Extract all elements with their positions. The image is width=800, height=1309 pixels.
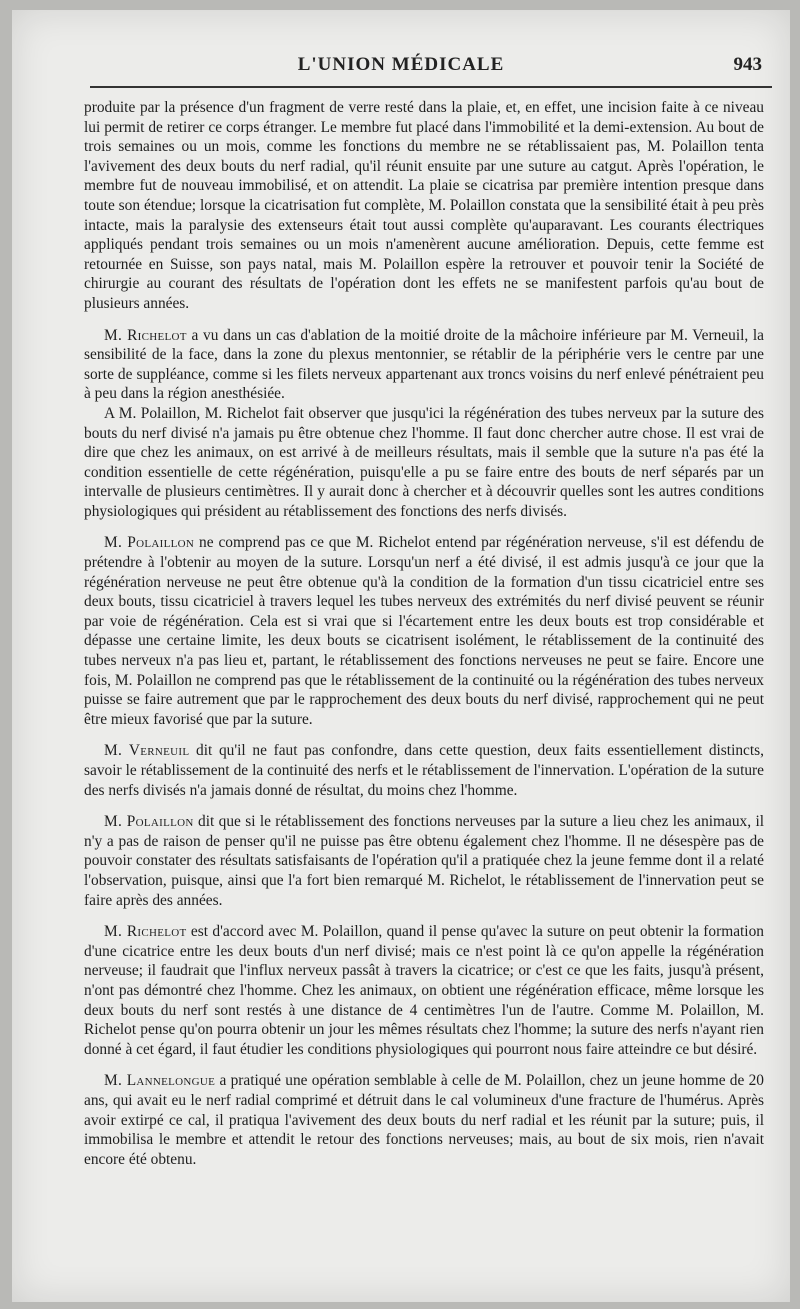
paragraph-text: a vu dans un cas d'ablation de la moitié droite de la mâchoire inférieure par M. Verneuil, la sensibilité de la face, dans la zone du plexus mentonnier, se rétablir de la périphérie vers le centre par une sorte de suppléance, comme si les filets nerveux appartenant aux troncs voisins du nerf enlevé pénétraient peu à peu dans la région anesthésiée. <box>84 326 764 403</box>
running-title: L'UNION MÉDICALE <box>297 54 505 75</box>
paragraph-polaillon-2 <box>84 812 764 910</box>
speaker-name: M. Lannelongue <box>104 1072 216 1090</box>
paragraph-verneuil <box>84 741 764 800</box>
paragraph-text: dit qu'il ne faut pas confondre, dans cette question, deux faits essentiellement distincts, savoir le rétablissement de la continuité des nerfs et le rétablissement de l'innervation. L'opération de la suture des nerfs divisés n'a jamais donné de résultat, du moins chez l'homme. <box>84 742 764 799</box>
paragraph-richelot-1 <box>84 326 764 404</box>
paragraph-text: A M. Polaillon, M. Richelot fait observer que jusqu'ici la régénération des tubes nerveux par la suture des bouts du nerf divisé n'a jamais pu être obtenue chez l'homme. Il faut donc chercher autre chose. Il est vrai de dire que chez les animaux, on est arrivé à de meilleurs résultats, mais il semble que la suture n'a pas été la condition essentielle de cette régénération, puisqu'elle a pu se faire entre des bouts de nerf séparés par un intervalle de plusieurs centimètres. Il y aurait donc à chercher et à découvrir quelles sont les autres conditions physiologiques qui président au rétablissement des fonctions des nerfs divisés. <box>84 404 764 520</box>
paragraph-text: dit que si le rétablissement des fonctions nerveuses par la suture a lieu chez les animaux, il n'y a pas de raison de penser qu'il ne puisse pas être obtenu également chez l'homme. Il ne désespère pas de pouvoir constater des résultats satisfaisants de l'opération qu'il a pratiquée chez la jeune femme dont il a relaté l'observation, puisque, ainsi que l'a fort bien remarqué M. Richelot, le rétablissement de l'innervation peut se faire après des années. <box>84 813 764 909</box>
page-number: 943 <box>733 54 762 75</box>
header-rule <box>90 86 772 88</box>
paragraph-continuation <box>84 98 764 314</box>
paragraph-richelot-3 <box>84 922 764 1059</box>
paragraph-text: a pratiqué une opération semblable à celle de M. Polaillon, chez un jeune homme de 20 ans, qui avait eu le nerf radial comprimé et détruit dans le cal volumineux d'une fracture de l'humérus. Après avoir extirpé ce cal, il pratiqua l'avivement des deux bouts du nerf radial et les réunit par la suture; puis, il immobilisa le membre et attendit le retour des fonctions nerveuses; mais, au bout de six mois, rien n'avait encore été obtenu. <box>84 1072 764 1168</box>
paragraph-text: produite par la présence d'un fragment de verre resté dans la plaie, et, en effet, une incision faite à ce niveau lui permit de retirer ce corps étranger. Le membre fut placé dans l'immobilité et la demi-extension. Au bout de trois semaines ou un mois, comme les fonctions du membre ne se rétablissaient pas, M. Polaillon tenta l'avivement des deux bouts du nerf radial, qu'il réunit ensuite par une suture au catgut. Après l'opération, le membre fut de nouveau immobilisé, et on attendit. La plaie se cicatrisa par première intention presque dans toute son étendue; lorsque la cicatrisation fut complète, M. Polaillon constata que la sensibilité était à peu près intacte, mais la paralysie des extenseurs était tout aussi complète qu'auparavant. Les courants électriques appliqués pendant trois semaines ou un mois n'amenèrent aucune amélioration. Depuis, cette femme est retournée en Suisse, son pays natal, mais M. Polaillon espère la retrouver et pouvoir tenir la Société de chirurgie au courant des résultats de l'opération dont les effets ne se manifestent parfois qu'au bout de plusieurs années. <box>84 99 764 312</box>
paragraph-text: ne comprend pas ce que M. Richelot entend par régénération nerveuse, s'il est défendu de prétendre à l'obtenir au moyen de la suture. Lorsqu'un nerf a été divisé, il est admis jusqu'à ce jour que la régénération nerveuse ne peut être obtenue qu'à la condition de la formation d'un tissu cicatriciel entre ses deux bouts, tissu cicatriciel à travers lequel les tubes nerveux des extrémités du nerf divisé peuvent se réunir par voie de régénération. Cela est si vrai que si l'écartement entre les deux bouts est trop considérable et dépasse une certaine limite, les deux bouts se cicatrisent isolément, le rétablissement de la continuité des tubes nerveux n'a pas lieu et, partant, le rétablissement des fonctions nerveuses ne peut se faire. Encore une fois, M. Polaillon ne comprend pas que le rétablissement de la continuité ou la régénération des tubes nerveux puisse se faire autrement que par le rapprochement des deux bouts du nerf divisé, rapprochement qui ne peut être mieux favorisé que par la suture. <box>84 534 764 728</box>
page-header <box>12 54 790 82</box>
speaker-name: M. Richelot <box>104 326 187 344</box>
paragraph-polaillon-1 <box>84 533 764 729</box>
article-body <box>84 98 764 1169</box>
speaker-name: M. Verneuil <box>104 742 190 760</box>
paragraph-text: est d'accord avec M. Polaillon, quand il pense qu'avec la suture on peut obtenir la formation d'une cicatrice entre les deux bouts d'un nerf divisé; mais ce n'est point là ce qu'on appelle la régénération nerveuse; il faudrait que l'influx nerveux passât à travers la cicatrice; or c'est ce que les faits, jusqu'à présent, n'ont pas démontré chez l'homme. Chez les animaux, on obtient une régénération efficace, même lorsque les deux bouts du nerf sont restés à une distance de 4 centimètres l'un de l'autre. Comme M. Polaillon, M. Richelot pense qu'on pourra obtenir un jour les mêmes résultats chez l'homme; la suture des nerfs n'ayant rien donné à cet égard, il faut étudier les conditions physiologiques qui pourront nous faire atteindre ce but désiré. <box>84 923 764 1058</box>
paragraph-richelot-2 <box>84 404 764 522</box>
speaker-name: M. Polaillon <box>104 813 194 831</box>
document-page <box>12 10 790 1302</box>
speaker-name: M. Polaillon <box>104 534 195 552</box>
paragraph-lannelongue <box>84 1071 764 1169</box>
speaker-name: M. Richelot <box>104 923 187 941</box>
